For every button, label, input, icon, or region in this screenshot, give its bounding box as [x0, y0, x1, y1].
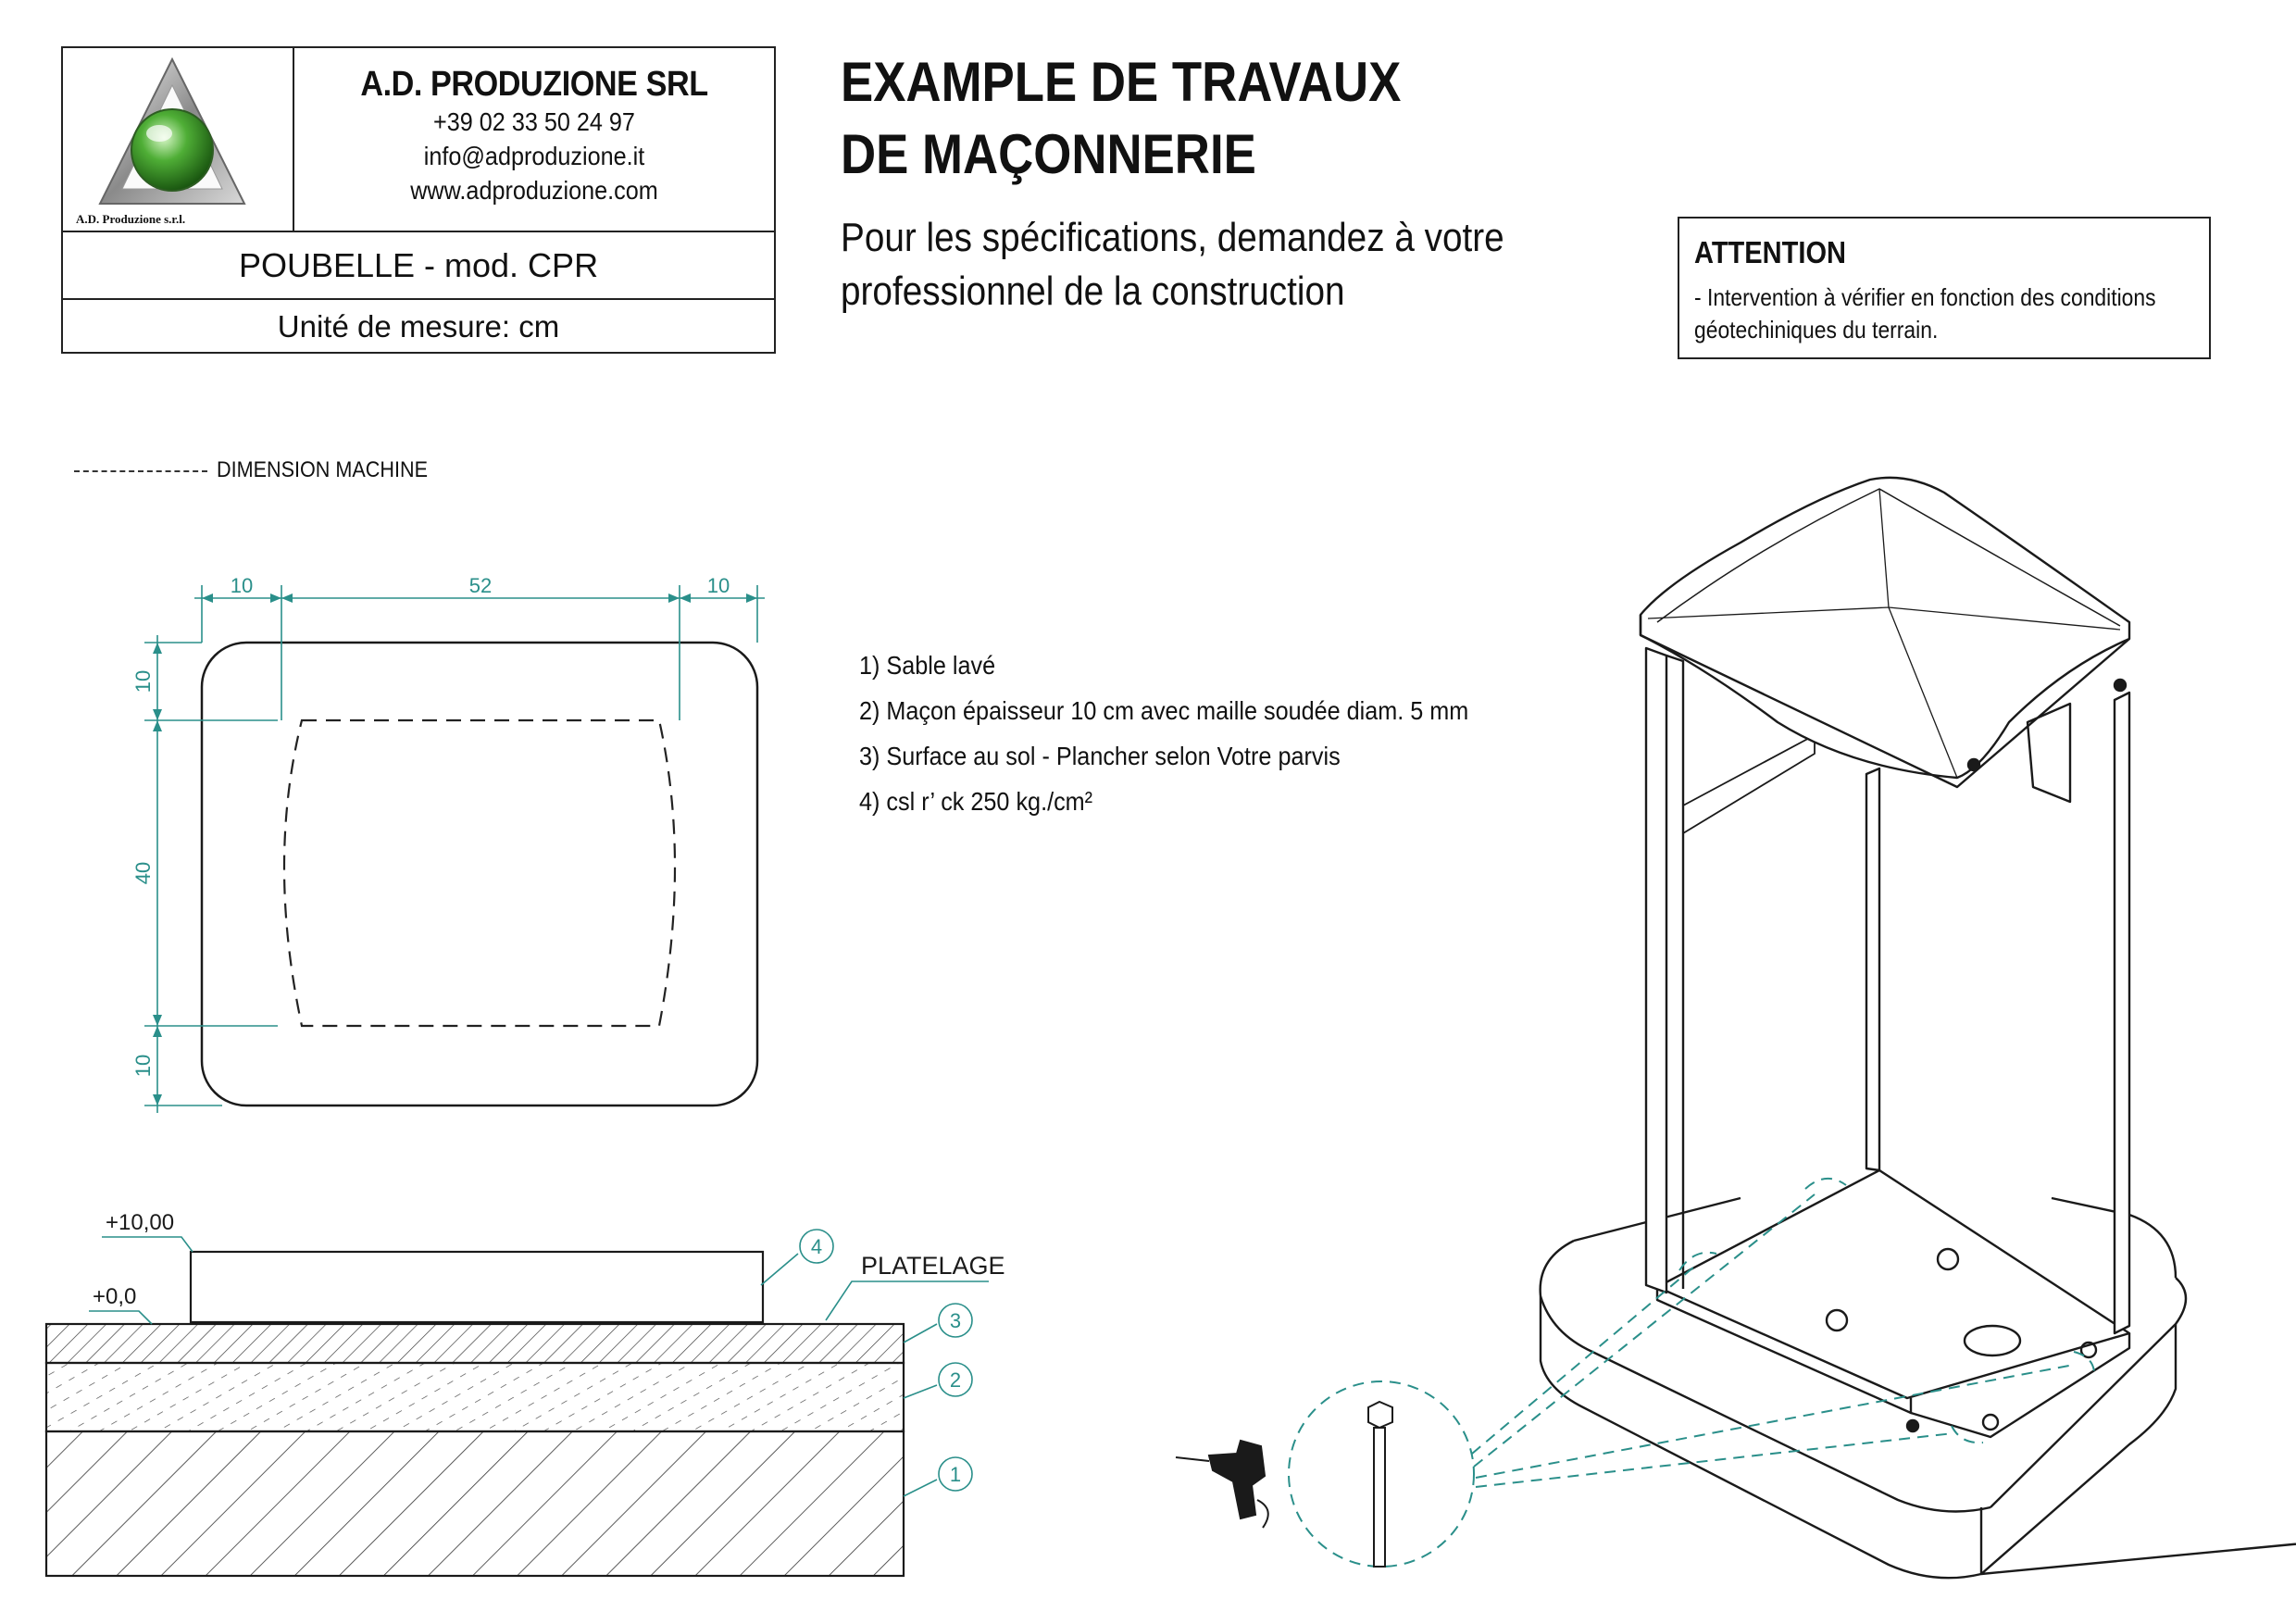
callout-1-leader — [904, 1480, 937, 1496]
dim-top-right: 10 — [706, 574, 730, 597]
detail-arc-top — [1805, 1179, 1846, 1189]
dim-side-middle: 40 — [131, 861, 155, 885]
callout-3-leader — [904, 1324, 937, 1343]
level-zero-label: +0,0 — [93, 1284, 137, 1309]
attention-line1: - Intervention à vérifier en fonction des conditions — [1694, 283, 2156, 311]
layer-sand — [46, 1431, 904, 1576]
isometric-bin-drawing — [1541, 478, 2296, 1578]
level-top-label: +10,00 — [106, 1210, 175, 1235]
section-view — [46, 1210, 1005, 1576]
callout-3-number: 3 — [949, 1309, 962, 1332]
attention-title: ATTENTION — [1694, 235, 1847, 269]
main-title-line1: EXAMPLE DE TRAVAUX — [841, 51, 1402, 113]
company-name: A.D. PRODUZIONE SRL — [360, 65, 708, 104]
note-item: 2) Maçon épaisseur 10 cm avec maille soudée diam. 5 mm — [859, 696, 1469, 725]
callout-2-leader — [904, 1385, 937, 1398]
note-item: 4) csl r’ ck 250 kg./cm² — [859, 787, 1093, 816]
company-phone: +39 02 33 50 24 97 — [433, 107, 635, 136]
platelage-label: PLATELAGE — [861, 1252, 1005, 1280]
attention-line2: géotechiniques du terrain. — [1694, 316, 1939, 344]
product-name: POUBELLE - mod. CPR — [63, 231, 774, 300]
drill-icon — [1176, 1441, 1268, 1528]
level-zero-leader — [89, 1311, 152, 1324]
note-item: 1) Sable lavé — [859, 651, 996, 680]
platelage-leader — [826, 1281, 989, 1320]
note-item: 3) Surface au sol - Plancher selon Votre parvis — [859, 742, 1341, 770]
anchor-bolt-icon — [1368, 1402, 1392, 1567]
main-title-line2: DE MAÇONNERIE — [841, 123, 1256, 185]
concrete-block — [191, 1252, 763, 1322]
legend-label: DIMENSION MACHINE — [217, 457, 429, 482]
dim-top-middle: 52 — [468, 574, 493, 597]
company-email: info@adproduzione.it — [423, 142, 645, 170]
logo-caption: A.D. Produzione s.r.l. — [76, 212, 186, 226]
units-label: Unité de mesure: cm — [277, 309, 560, 344]
plan-dimension-arrows — [153, 593, 757, 1106]
callout-4-number: 4 — [810, 1235, 823, 1258]
dim-side-bottom: 10 — [131, 1054, 155, 1078]
layer-surface — [46, 1324, 904, 1363]
dim-side-top: 10 — [131, 669, 155, 693]
subtitle-line1: Pour les spécifications, demandez à votre — [841, 215, 1504, 260]
layer-masonry — [46, 1363, 904, 1431]
callout-1-number: 1 — [949, 1463, 962, 1486]
company-website: www.adproduzione.com — [410, 176, 658, 205]
level-top-leader — [102, 1237, 193, 1252]
dim-top-left: 10 — [230, 574, 254, 597]
subtitle-line2: professionnel de la construction — [841, 269, 1345, 314]
plan-view — [131, 574, 765, 1113]
machine-footprint-dashed — [284, 720, 675, 1026]
plan-dimension-lines — [144, 585, 765, 1113]
callout-4-leader — [761, 1254, 798, 1285]
callout-2-number: 2 — [949, 1368, 962, 1392]
